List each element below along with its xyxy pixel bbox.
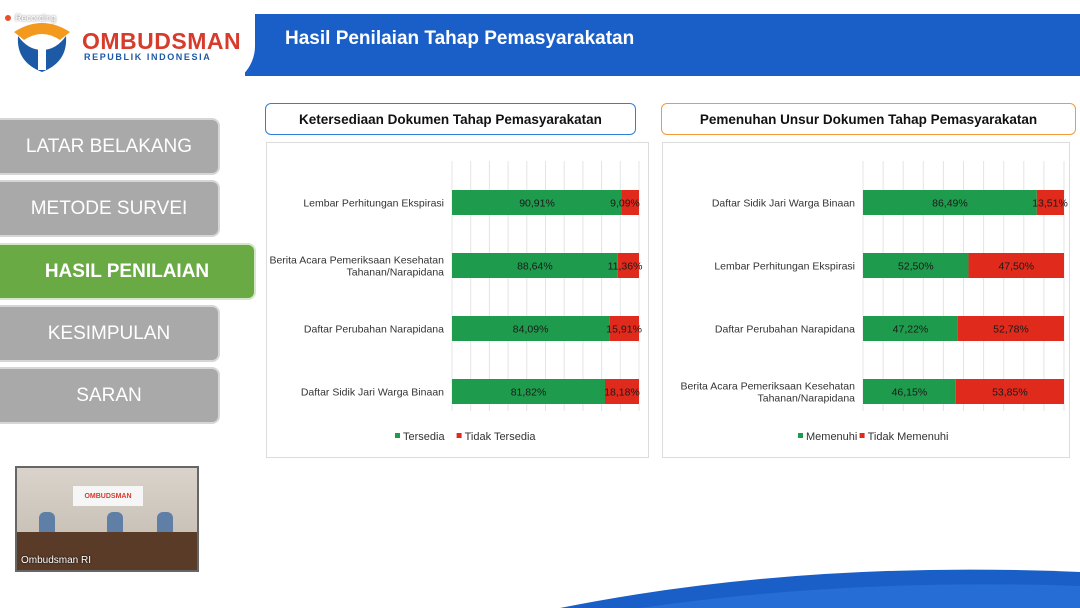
data-label: 86,49% [932,197,968,210]
data-label: 88,64% [517,260,553,273]
legend-label: Tidak Memenuhi [867,431,949,443]
legend-label: Memenuhi [806,431,858,443]
video-person [107,512,123,534]
data-label: 84,09% [512,323,549,336]
data-label: 18,18% [604,386,640,399]
legend-swatch [798,433,803,438]
nav-label: HASIL PENILAIAN [44,260,210,282]
nav-label: METODE SURVEI [30,197,188,219]
legend-swatch [457,433,462,438]
category-label: Daftar Sidik Jari Warga Binaan [711,197,855,210]
data-label: 53,85% [992,386,1028,399]
ombudsman-logo-icon [10,14,74,74]
data-label: 47,22% [892,323,929,336]
data-label: 52,50% [897,260,934,273]
data-label: 46,15% [891,386,928,399]
page-title: Hasil Penilaian Tahap Pemasyarakatan [285,28,635,49]
legend-swatch [395,433,400,438]
video-participant-name: Ombudsman RI [21,555,92,566]
category-label: Berita Acara Pemeriksaan Kesehatan Tahanan/Narapidana [269,254,444,279]
video-banner: OMBUDSMAN [73,486,143,506]
chart-1-svg [267,143,650,459]
video-tile[interactable] [15,466,199,572]
category-label: Lembar Perhitungan Ekspirasi [303,197,444,210]
data-label: 52,78% [993,323,1029,336]
nav-hasil-penilaian[interactable] [0,243,256,300]
category-label: Lembar Perhitungan Ekspirasi [714,260,855,273]
chart-1-title: Ketersediaan Dokumen Tahap Pemasyarakatan [265,103,636,135]
chart-2-title: Pemenuhan Unsur Dokumen Tahap Pemasyarakatan [661,103,1076,135]
nav-label: KESIMPULAN [47,322,171,344]
data-label: 47,50% [998,260,1035,273]
nav-kesimpulan[interactable] [0,305,220,362]
logo-subtitle: REPUBLIK INDONESIA [84,52,212,62]
chart-2-panel [662,142,1070,458]
video-person [39,512,55,534]
data-label: 11,36% [607,260,643,273]
category-label: Daftar Perubahan Narapidana [303,323,444,336]
data-label: 81,82% [510,386,547,399]
nav-label: LATAR BELAKANG [25,135,193,157]
legend-swatch [860,433,865,438]
chart-1-panel [266,142,649,458]
nav-saran[interactable] [0,367,220,424]
data-label: 90,91% [519,197,555,210]
nav-metode-survei[interactable] [0,180,220,237]
video-table [17,532,197,572]
legend-label: Tersedia [403,431,445,443]
nav-latar-belakang[interactable] [0,118,220,175]
video-person [157,512,173,534]
recording-dot-icon [4,14,12,22]
data-label: 13,51% [1032,197,1068,210]
data-label: 15,91% [606,323,642,336]
nav-label: SARAN [76,384,142,406]
recording-indicator [4,13,56,23]
category-label: Berita Acara Pemeriksaan Kesehatan Tahanan/Narapidana [680,380,855,405]
category-label: Daftar Perubahan Narapidana [714,323,855,336]
data-label: 9,09% [610,197,640,210]
legend-label: Tidak Tersedia [464,431,536,443]
recording-label: Recording [15,13,57,23]
category-label: Daftar Sidik Jari Warga Binaan [300,386,444,399]
chart-2-svg [663,143,1071,459]
logo-title: OMBUDSMAN [82,28,242,54]
